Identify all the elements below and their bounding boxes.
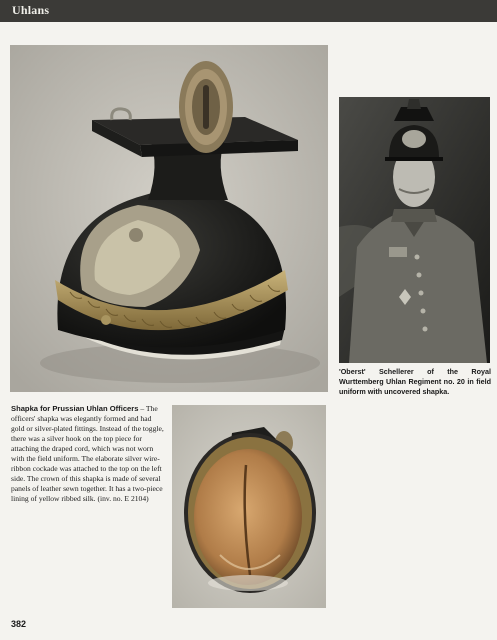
caption-lead: Shapka for Prussian Uhlan Officers [11, 404, 139, 413]
officer-caption: 'Oberst' Schellerer of the Royal Wurttemberg Uhlan Regiment no. 20 in field uniform with uncovered shapka. [339, 367, 491, 396]
shapka-caption [11, 404, 164, 504]
shapka-interior-photo [172, 405, 326, 608]
officer-portrait-photo [339, 97, 490, 363]
shapka-photo [10, 45, 328, 392]
running-header [0, 0, 497, 22]
section-title: Uhlans [12, 3, 50, 17]
page-number: 382 [11, 619, 27, 629]
caption-body: – The officers' shapka was elegantly formed and had gold or silver-plated fittings. Instead of the toggle, there was a silver hook on the top piece for attaching the draped cord, which was not worn with the field uniform. The elaborate silver wire-ribbon cockade was attached to the top on the left side. The crown of this shapka is made of several panels of leather sewn together. It has a two-piece lining of yellow ribbed silk. (inv. no. E 2104) [11, 404, 164, 503]
